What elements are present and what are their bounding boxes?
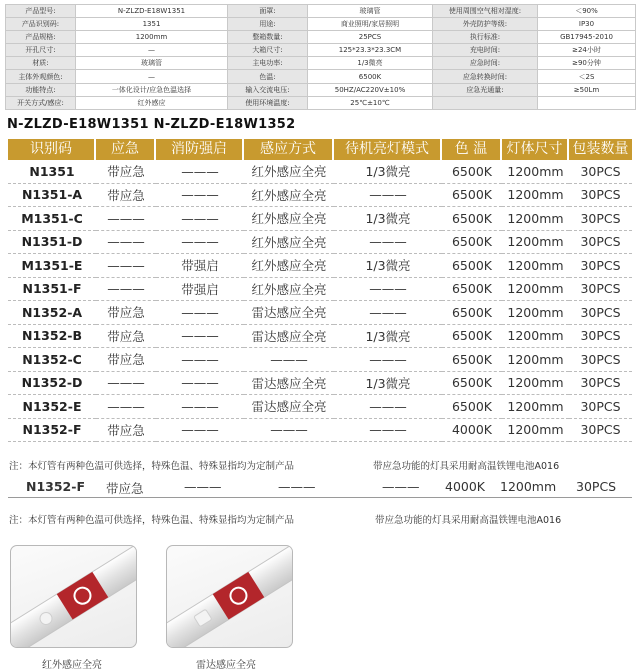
spec-label: 大箱尺寸: [228, 44, 308, 57]
table-cell: 1200mm [502, 395, 569, 419]
spec-label: 主体外观颜色: [6, 70, 76, 83]
spec-value: 红外感应 [76, 96, 228, 109]
table-cell: 1200mm [502, 301, 569, 325]
table-row [8, 419, 632, 443]
spec-value: ＜90% [538, 5, 636, 18]
model-code-cell: N1352-B [8, 325, 96, 349]
spec-label: 功能特点: [6, 83, 76, 96]
spec-value: 25℃±10℃ [308, 96, 433, 109]
table-cell: 30PCS [569, 231, 632, 255]
table-row [8, 207, 632, 231]
table-cell: 1/3微亮 [334, 207, 442, 231]
table-cell: 6500K [442, 231, 502, 255]
spec-label: 使用周围空气相对湿度: [433, 5, 538, 18]
spec-label: 产品型号: [6, 5, 76, 18]
table-cell: 1200mm [502, 231, 569, 255]
models-table [8, 139, 632, 442]
table-cell: 1200mm [502, 207, 569, 231]
spec-label: 外壳防护等级: [433, 18, 538, 31]
models-table-body [8, 160, 632, 442]
table-cell: 30PCS [569, 160, 632, 184]
table-cell: 雷达感应全亮 [244, 372, 334, 396]
spec-label: 充电时间: [433, 44, 538, 57]
extra-cell-pack: 30PCS [576, 479, 617, 494]
extra-cell-sensor: ——— [278, 479, 316, 494]
table-cell: ——— [244, 348, 334, 372]
table-cell: ——— [334, 231, 442, 255]
spec-value: 6500K [308, 70, 433, 83]
model-code-cell: N1352-F [8, 419, 96, 443]
table-cell: 带应急 [96, 325, 156, 349]
table-cell: ——— [334, 348, 442, 372]
spec-label: 面罩: [228, 5, 308, 18]
extra-cell-size: 1200mm [500, 479, 557, 494]
table-cell: ——— [156, 395, 244, 419]
table-cell: ——— [96, 395, 156, 419]
infrared-caption: 红外感应全亮 [42, 660, 102, 671]
spec-table [5, 4, 636, 110]
table-cell: 6500K [442, 160, 502, 184]
table-cell: ——— [156, 348, 244, 372]
table-cell: 6500K [442, 395, 502, 419]
table-cell: 1200mm [502, 254, 569, 278]
model-code-cell: N1351-D [8, 231, 96, 255]
table-cell: 雷达感应全亮 [244, 325, 334, 349]
spec-row [6, 5, 636, 18]
spec-row [6, 31, 636, 44]
spec-label: 开关方式/感应: [6, 96, 76, 109]
column-header: 识别码 [8, 139, 96, 160]
extra-cell-emergency: 带应急 [106, 481, 144, 496]
extra-cell-temp: 4000K [445, 479, 486, 494]
spec-label: 产品规格: [6, 31, 76, 44]
table-cell: ——— [156, 419, 244, 443]
spec-value: IP30 [538, 18, 636, 31]
models-title: N-ZLZD-E18W1351 N-ZLZD-E18W1352 [7, 117, 296, 132]
table-cell: ——— [156, 325, 244, 349]
table-cell: 带应急 [96, 301, 156, 325]
extra-model-row [8, 476, 632, 498]
table-cell: 1200mm [502, 278, 569, 302]
infrared-tube-photo [10, 545, 137, 648]
spec-row [6, 44, 636, 57]
table-cell: ——— [96, 372, 156, 396]
table-row [8, 160, 632, 184]
note2-battery: 带应急功能的灯具采用耐高温铁锂电池A016 [375, 515, 562, 526]
table-cell: 红外感应全亮 [244, 160, 334, 184]
table-cell: 1/3微亮 [334, 325, 442, 349]
model-code-cell: N1352-D [8, 372, 96, 396]
spec-row [6, 83, 636, 96]
table-cell: 1/3微亮 [334, 254, 442, 278]
table-cell: 6500K [442, 254, 502, 278]
table-cell: ——— [156, 231, 244, 255]
spec-label: 输入交流电压: [228, 83, 308, 96]
spec-label: 材质: [6, 57, 76, 70]
table-cell: 1200mm [502, 372, 569, 396]
table-cell: 4000K [442, 419, 502, 443]
table-cell: 6500K [442, 184, 502, 208]
table-cell: 带应急 [96, 160, 156, 184]
spec-value: ≥24小时 [538, 44, 636, 57]
table-cell: ——— [334, 419, 442, 443]
model-code-cell: N1351 [8, 160, 96, 184]
table-cell: 1/3微亮 [334, 160, 442, 184]
table-cell: ——— [334, 301, 442, 325]
table-cell: 6500K [442, 301, 502, 325]
table-cell: ——— [334, 184, 442, 208]
table-cell: 6500K [442, 278, 502, 302]
spec-label: 应急时间: [433, 57, 538, 70]
table-cell: 红外感应全亮 [244, 278, 334, 302]
spec-label: 用途: [228, 18, 308, 31]
spec-value [538, 96, 636, 109]
table-cell: 30PCS [569, 207, 632, 231]
spec-label: 色温: [228, 70, 308, 83]
radar-caption: 雷达感应全亮 [196, 660, 256, 671]
table-cell: 30PCS [569, 301, 632, 325]
spec-label: 使用环境温度: [228, 96, 308, 109]
extra-cell-code: N1352-F [26, 479, 85, 494]
table-row [8, 301, 632, 325]
table-cell: ——— [156, 372, 244, 396]
spec-value: 玻璃管 [76, 57, 228, 70]
note-color-temp: 注：本灯管有两种色温可供选择，特殊色温、特殊显指均为定制产品 [9, 461, 295, 472]
extra-cell-fire: ——— [184, 479, 222, 494]
table-cell: 30PCS [569, 348, 632, 372]
table-cell: ——— [96, 207, 156, 231]
table-cell: ——— [96, 278, 156, 302]
table-row [8, 395, 632, 419]
spec-value: ≥50Lm [538, 83, 636, 96]
table-cell: 30PCS [569, 325, 632, 349]
table-cell: 1/3微亮 [334, 372, 442, 396]
note-battery: 带应急功能的灯具采用耐高温铁锂电池A016 [373, 461, 560, 472]
table-cell: 雷达感应全亮 [244, 395, 334, 419]
spec-value: 商业照明/家居照明 [308, 18, 433, 31]
spec-label: 应急转换时间: [433, 70, 538, 83]
radar-tube-illustration [167, 546, 293, 648]
table-cell: ——— [334, 395, 442, 419]
spec-value: 25PCS [308, 31, 433, 44]
table-row [8, 348, 632, 372]
table-cell: 30PCS [569, 254, 632, 278]
spec-value: 125*23.3*23.3CM [308, 44, 433, 57]
spec-value: N-ZLZD-E18W1351 [76, 5, 228, 18]
table-row [8, 278, 632, 302]
table-cell: 6500K [442, 325, 502, 349]
model-code-cell: N1352-E [8, 395, 96, 419]
table-row [8, 325, 632, 349]
spec-value: GB17945-2010 [538, 31, 636, 44]
radar-tube-photo [166, 545, 293, 648]
spec-label: 主电功率: [228, 57, 308, 70]
column-header: 色 温 [442, 139, 502, 160]
spec-value: 1200mm [76, 31, 228, 44]
table-row [8, 231, 632, 255]
table-cell: 红外感应全亮 [244, 254, 334, 278]
table-cell: 带应急 [96, 348, 156, 372]
table-cell: ——— [244, 419, 334, 443]
model-code-cell: N1351-A [8, 184, 96, 208]
column-header: 包装数量 [569, 139, 632, 160]
table-cell: ——— [156, 160, 244, 184]
table-cell: 30PCS [569, 278, 632, 302]
table-cell: ——— [156, 184, 244, 208]
model-code-cell: N1352-C [8, 348, 96, 372]
table-cell: 6500K [442, 348, 502, 372]
spec-value: 玻璃管 [308, 5, 433, 18]
table-cell: 1200mm [502, 419, 569, 443]
table-cell: 30PCS [569, 395, 632, 419]
spec-value: 1351 [76, 18, 228, 31]
table-cell: 30PCS [569, 372, 632, 396]
spec-value: 一体化设计/应急色温选择 [76, 83, 228, 96]
column-header: 灯体尺寸 [502, 139, 569, 160]
spec-table-body [6, 5, 636, 110]
spec-value: ＜2S [538, 70, 636, 83]
model-code-cell: N1352-A [8, 301, 96, 325]
table-cell: ——— [96, 231, 156, 255]
table-cell: 红外感应全亮 [244, 184, 334, 208]
table-cell: 带强启 [156, 254, 244, 278]
table-cell: 6500K [442, 207, 502, 231]
table-cell: 6500K [442, 372, 502, 396]
table-cell: ——— [156, 207, 244, 231]
spec-row [6, 96, 636, 109]
table-cell: 红外感应全亮 [244, 231, 334, 255]
table-cell: 带强启 [156, 278, 244, 302]
spec-row [6, 70, 636, 83]
table-cell: 1200mm [502, 160, 569, 184]
spec-label: 执行标准: [433, 31, 538, 44]
table-cell: ——— [96, 254, 156, 278]
table-cell: 1200mm [502, 325, 569, 349]
spec-value: 1/3微亮 [308, 57, 433, 70]
spec-value: — [76, 44, 228, 57]
spec-value: — [76, 70, 228, 83]
table-cell: 30PCS [569, 184, 632, 208]
model-code-cell: M1351-C [8, 207, 96, 231]
spec-row [6, 18, 636, 31]
column-header: 消防强启 [156, 139, 244, 160]
table-cell: 雷达感应全亮 [244, 301, 334, 325]
spec-value: ≥90分钟 [538, 57, 636, 70]
table-cell: 30PCS [569, 419, 632, 443]
spec-label: 开孔尺寸: [6, 44, 76, 57]
note2-color-temp: 注：本灯管有两种色温可供选择，特殊色温、特殊显指均为定制产品 [9, 515, 295, 526]
spec-value: 50HZ/AC220V±10% [308, 83, 433, 96]
spec-label [433, 96, 538, 109]
infrared-tube-illustration [11, 546, 137, 648]
spec-label: 应急光通量: [433, 83, 538, 96]
spec-row [6, 57, 636, 70]
table-cell: ——— [334, 278, 442, 302]
model-code-cell: M1351-E [8, 254, 96, 278]
model-code-cell: N1351-F [8, 278, 96, 302]
table-cell: 1200mm [502, 348, 569, 372]
extra-cell-standby: ——— [382, 479, 420, 494]
column-header: 感应方式 [244, 139, 334, 160]
table-cell: 带应急 [96, 419, 156, 443]
spec-label: 产品识别码: [6, 18, 76, 31]
table-row [8, 254, 632, 278]
models-table-header [8, 139, 632, 160]
table-row [8, 184, 632, 208]
table-cell: ——— [156, 301, 244, 325]
table-cell: 带应急 [96, 184, 156, 208]
table-cell: 红外感应全亮 [244, 207, 334, 231]
spec-label: 整箱数量: [228, 31, 308, 44]
column-header: 应急 [96, 139, 156, 160]
table-cell: 1200mm [502, 184, 569, 208]
column-header: 待机亮灯模式 [334, 139, 442, 160]
table-row [8, 372, 632, 396]
